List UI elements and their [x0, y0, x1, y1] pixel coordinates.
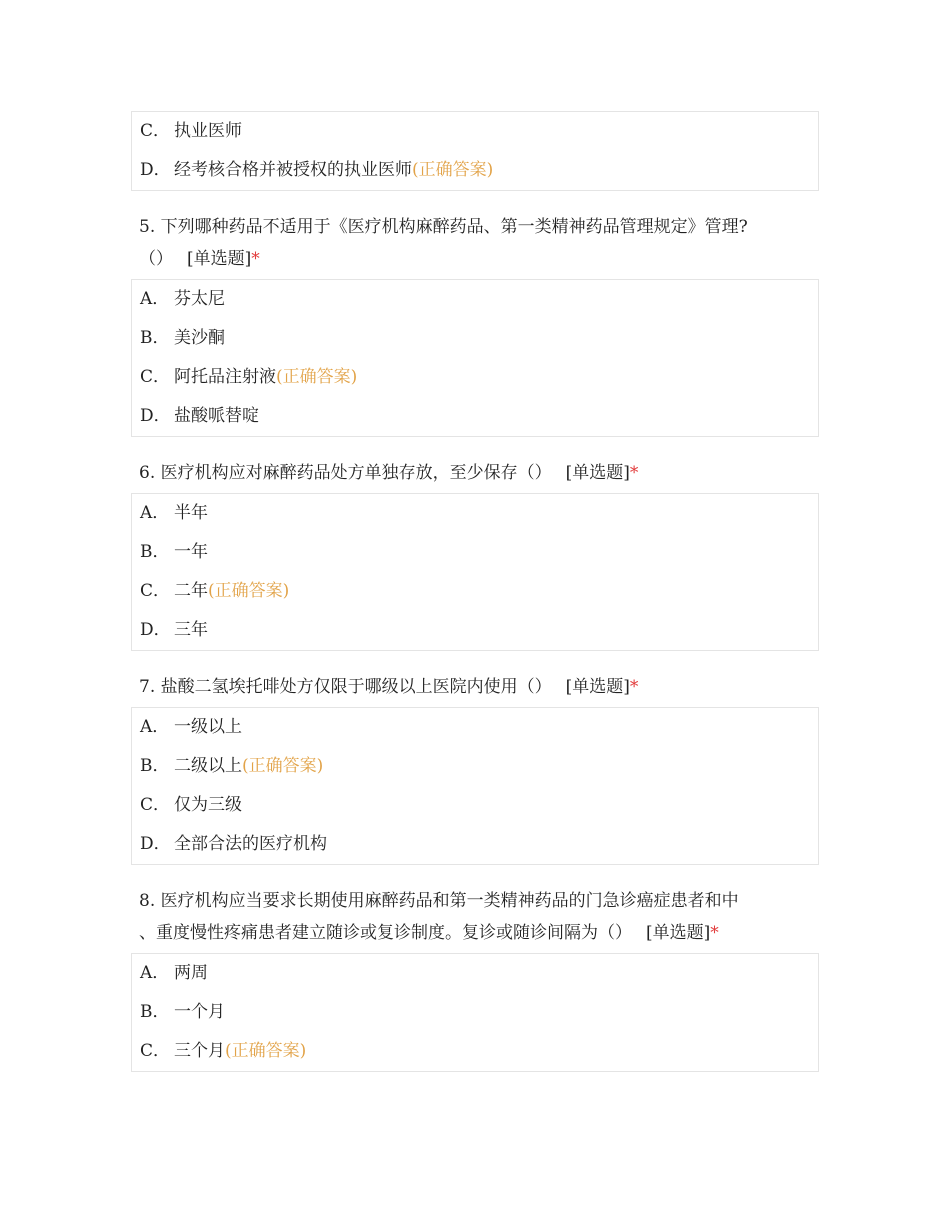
option-text: 半年 — [174, 503, 208, 523]
option-row[interactable] — [140, 280, 818, 319]
option-text: 仅为三级 — [174, 795, 242, 815]
option-row[interactable] — [140, 1032, 818, 1071]
option-row[interactable] — [140, 954, 818, 993]
correct-answer-tag: (正确答案) — [225, 1041, 307, 1061]
option-text: 一年 — [174, 542, 208, 562]
option-text: 两周 — [174, 963, 208, 983]
option-text: 全部合法的医疗机构 — [174, 834, 327, 854]
correct-answer-tag: (正确答案) — [412, 160, 494, 180]
option-row[interactable] — [140, 747, 818, 786]
question-text-line: 8. 医疗机构应当要求长期使用麻醉药品和第一类精神药品的门急诊癌症患者和中 — [139, 891, 739, 911]
option-letter: A． — [140, 503, 170, 523]
option-text: 盐酸哌替啶 — [174, 406, 259, 426]
option-text: 二级以上 — [174, 756, 242, 776]
question-7-options — [131, 707, 819, 865]
option-row[interactable] — [140, 572, 818, 611]
option-row[interactable] — [140, 397, 818, 436]
option-letter: D． — [140, 834, 171, 854]
question-type: [单选题] — [187, 249, 252, 269]
option-text: 美沙酮 — [174, 328, 225, 348]
required-star: * — [629, 677, 639, 697]
option-letter: A． — [140, 717, 170, 737]
option-text: 二年 — [174, 581, 208, 601]
required-star: * — [251, 249, 260, 269]
option-letter: C． — [140, 1041, 171, 1061]
option-letter: B． — [140, 328, 170, 348]
option-text: 阿托品注射液 — [174, 367, 276, 387]
question-text-line: 、重度慢性疼痛患者建立随诊或复诊制度。复诊或随诊间隔为（） — [139, 923, 632, 943]
option-row[interactable] — [140, 611, 818, 650]
option-letter: D． — [140, 160, 171, 180]
option-letter: D． — [140, 620, 171, 640]
option-letter: A． — [140, 289, 170, 309]
quiz-page — [131, 111, 819, 1072]
option-letter: C． — [140, 581, 171, 601]
option-text: 三年 — [174, 620, 208, 640]
option-text: 一级以上 — [174, 717, 242, 737]
option-letter: C． — [140, 795, 171, 815]
question-5-options — [131, 279, 819, 437]
option-text: 三个月 — [174, 1041, 225, 1061]
question-text-line: 6. 医疗机构应对麻醉药品处方单独存放，至少保存（） — [139, 463, 552, 483]
option-letter: A． — [140, 963, 170, 983]
question-6-title — [131, 457, 819, 489]
option-row[interactable] — [140, 151, 818, 190]
option-letter: B． — [140, 756, 170, 776]
option-row[interactable] — [140, 786, 818, 825]
question-type: [单选题] — [646, 923, 711, 943]
option-letter: D． — [140, 406, 171, 426]
question-7-title — [131, 671, 819, 703]
option-row[interactable] — [140, 533, 818, 572]
question-8-options — [131, 953, 819, 1072]
option-letter: C． — [140, 121, 171, 141]
required-star: * — [710, 923, 719, 943]
option-letter: C． — [140, 367, 171, 387]
question-text-line: 7. 盐酸二氢埃托啡处方仅限于哪级以上医院内使用（） — [139, 677, 552, 697]
question-text-line: （） — [139, 249, 173, 269]
option-row[interactable] — [140, 494, 818, 533]
option-text: 芬太尼 — [174, 289, 225, 309]
option-letter: B． — [140, 542, 170, 562]
option-row[interactable] — [140, 825, 818, 864]
correct-answer-tag: (正确答案) — [208, 581, 290, 601]
option-row[interactable] — [140, 319, 818, 358]
option-row[interactable] — [140, 112, 818, 151]
correct-answer-tag: (正确答案) — [242, 756, 324, 776]
option-row[interactable] — [140, 358, 818, 397]
q4-options — [131, 111, 819, 191]
option-row[interactable] — [140, 708, 818, 747]
question-8-title — [131, 885, 819, 949]
question-5-title — [131, 211, 819, 275]
option-letter: B． — [140, 1002, 170, 1022]
option-text: 执业医师 — [174, 121, 242, 141]
option-text: 经考核合格并被授权的执业医师 — [174, 160, 412, 180]
required-star: * — [629, 463, 639, 483]
question-type: [单选题] — [565, 677, 630, 697]
option-row[interactable] — [140, 993, 818, 1032]
question-6-options — [131, 493, 819, 651]
correct-answer-tag: (正确答案) — [276, 367, 358, 387]
option-text: 一个月 — [174, 1002, 225, 1022]
question-type: [单选题] — [565, 463, 630, 483]
question-text-line: 5. 下列哪种药品不适用于《医疗机构麻醉药品、第一类精神药品管理规定》管理? — [139, 217, 748, 237]
